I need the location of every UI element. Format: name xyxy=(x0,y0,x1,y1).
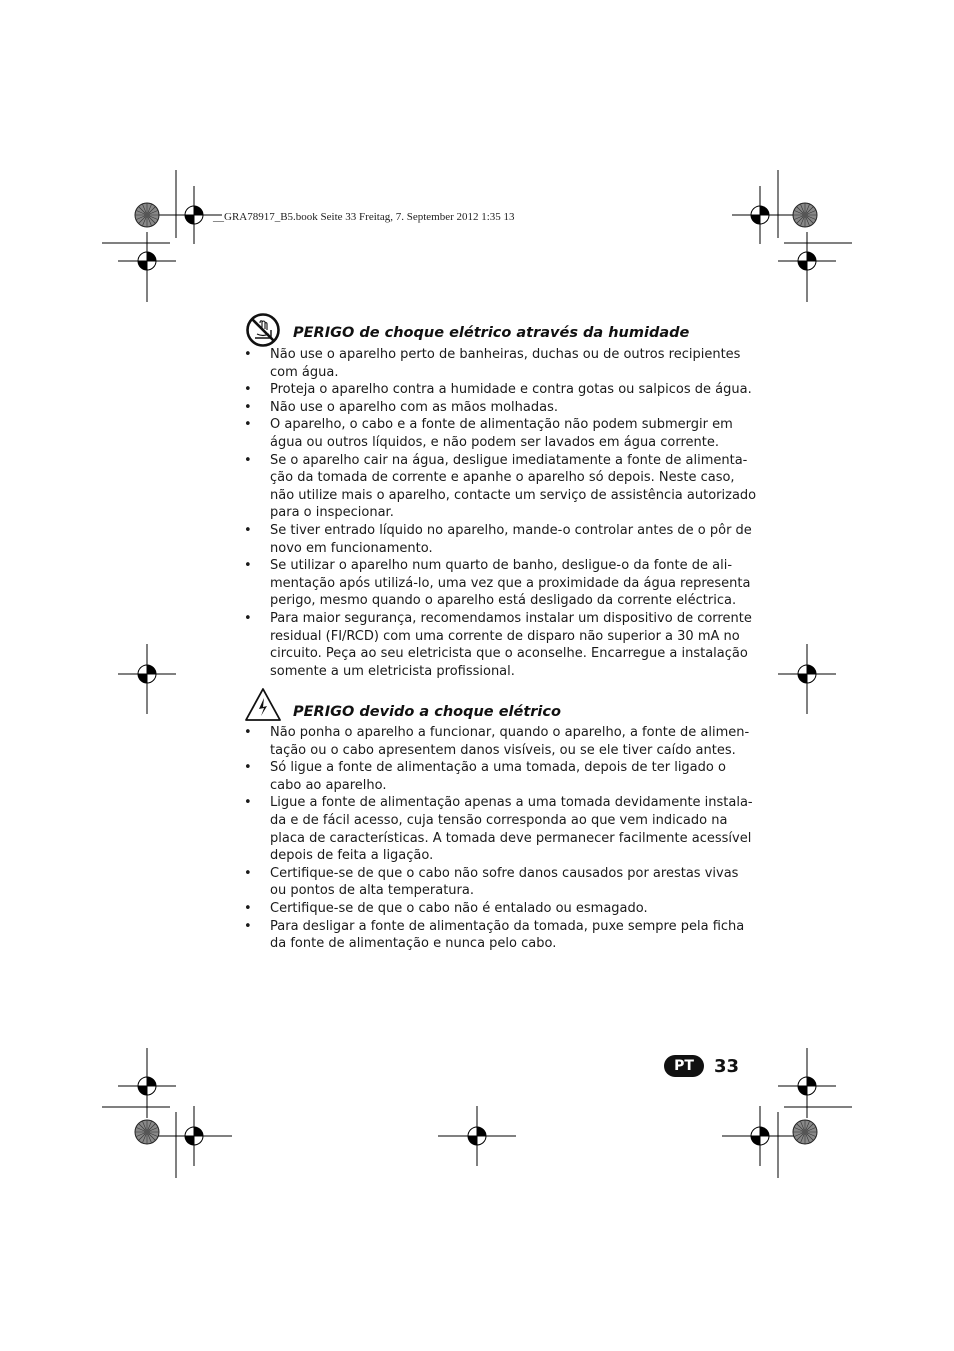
list-item: • Proteja o aparelho contra a humidade e contra gotas ou salpicos de água. xyxy=(244,382,752,398)
list-item: • Ligue a fonte de alimentação apenas a uma tomada devidamente instala- da e de fácil acesso, cuja tensão corresponda ao que vem indicado na placa de características. A tomada deve permanecer facilmente acessível depois de feita a ligação. xyxy=(244,795,753,864)
high-voltage-warning-icon xyxy=(244,687,282,723)
electric-warnings-list xyxy=(244,724,753,953)
list-item: • Só ligue a fonte de alimentação a uma tomada, depois de ter ligado o cabo ao aparelho. xyxy=(244,760,726,793)
list-item: • Não use o aparelho perto de banheiras, duchas ou de outros recipientes com água. xyxy=(244,347,741,380)
list-item: • Não ponha o aparelho a funcionar, quando o aparelho, a fonte de alimen- tação ou o cabo apresentem danos visíveis, ou se ele tiver caído antes. xyxy=(244,725,750,758)
list-item: • Para desligar a fonte de alimentação da tomada, puxe sempre pela ficha da fonte de alimentação e nunca pelo cabo. xyxy=(244,918,745,952)
no-water-warning-icon xyxy=(245,312,281,348)
page-footer xyxy=(664,1054,739,1078)
humidity-warnings-list xyxy=(244,346,757,680)
list-item: • Certifique-se de que o cabo não sofre danos causados por arestas vivas ou pontos de alta temperatura. xyxy=(244,865,739,899)
language-badge: PT xyxy=(664,1055,704,1077)
list-item: • Certifique-se de que o cabo não é entalado ou esmagado. xyxy=(244,900,648,916)
list-item: • Não use o aparelho com as mãos molhadas. xyxy=(244,399,558,415)
list-item: • Se utilizar o aparelho num quarto de banho, desligue-o da fonte de ali- mentação após utilizá-lo, uma vez que a proximidade da água representa perigo, mesmo quando o aparelho está desligado da corrente eléctrica. xyxy=(244,558,751,609)
print-header-note: __GRA78917_B5.book Seite 33 Freitag, 7. September 2012 1:35 13 xyxy=(213,211,515,223)
list-item: • O aparelho, o cabo e a fonte de alimentação não podem submergir em água ou outros líquidos, e não podem ser lavados em água corrente. xyxy=(244,417,733,450)
section-title-humidity: PERIGO de choque elétrico através da humidade xyxy=(293,325,690,341)
list-item: • Se tiver entrado líquido no aparelho, mande-o controlar antes de o pôr de novo em funcionamento. xyxy=(244,522,752,556)
page-number: 33 xyxy=(714,1055,740,1077)
section-title-electric-shock: PERIGO devido a choque elétrico xyxy=(293,704,561,720)
list-item: • Se o aparelho cair na água, desligue imediatamente a fonte de alimenta- ção da tomada de corrente e apanhe o aparelho só depois. Neste caso, não utilize mais o aparelho, contacte um serviço de assistência autorizado para o inspecionar. xyxy=(244,452,757,521)
list-item: • Para maior segurança, recomendamos instalar um dispositivo de corrente residual (FI/RCD) com uma corrente de disparo não superior a 30 mA no circuito. Peça ao seu eletricista que o aconselhe. Encarregue a instalação somente a um eletricista profissional. xyxy=(244,610,752,679)
